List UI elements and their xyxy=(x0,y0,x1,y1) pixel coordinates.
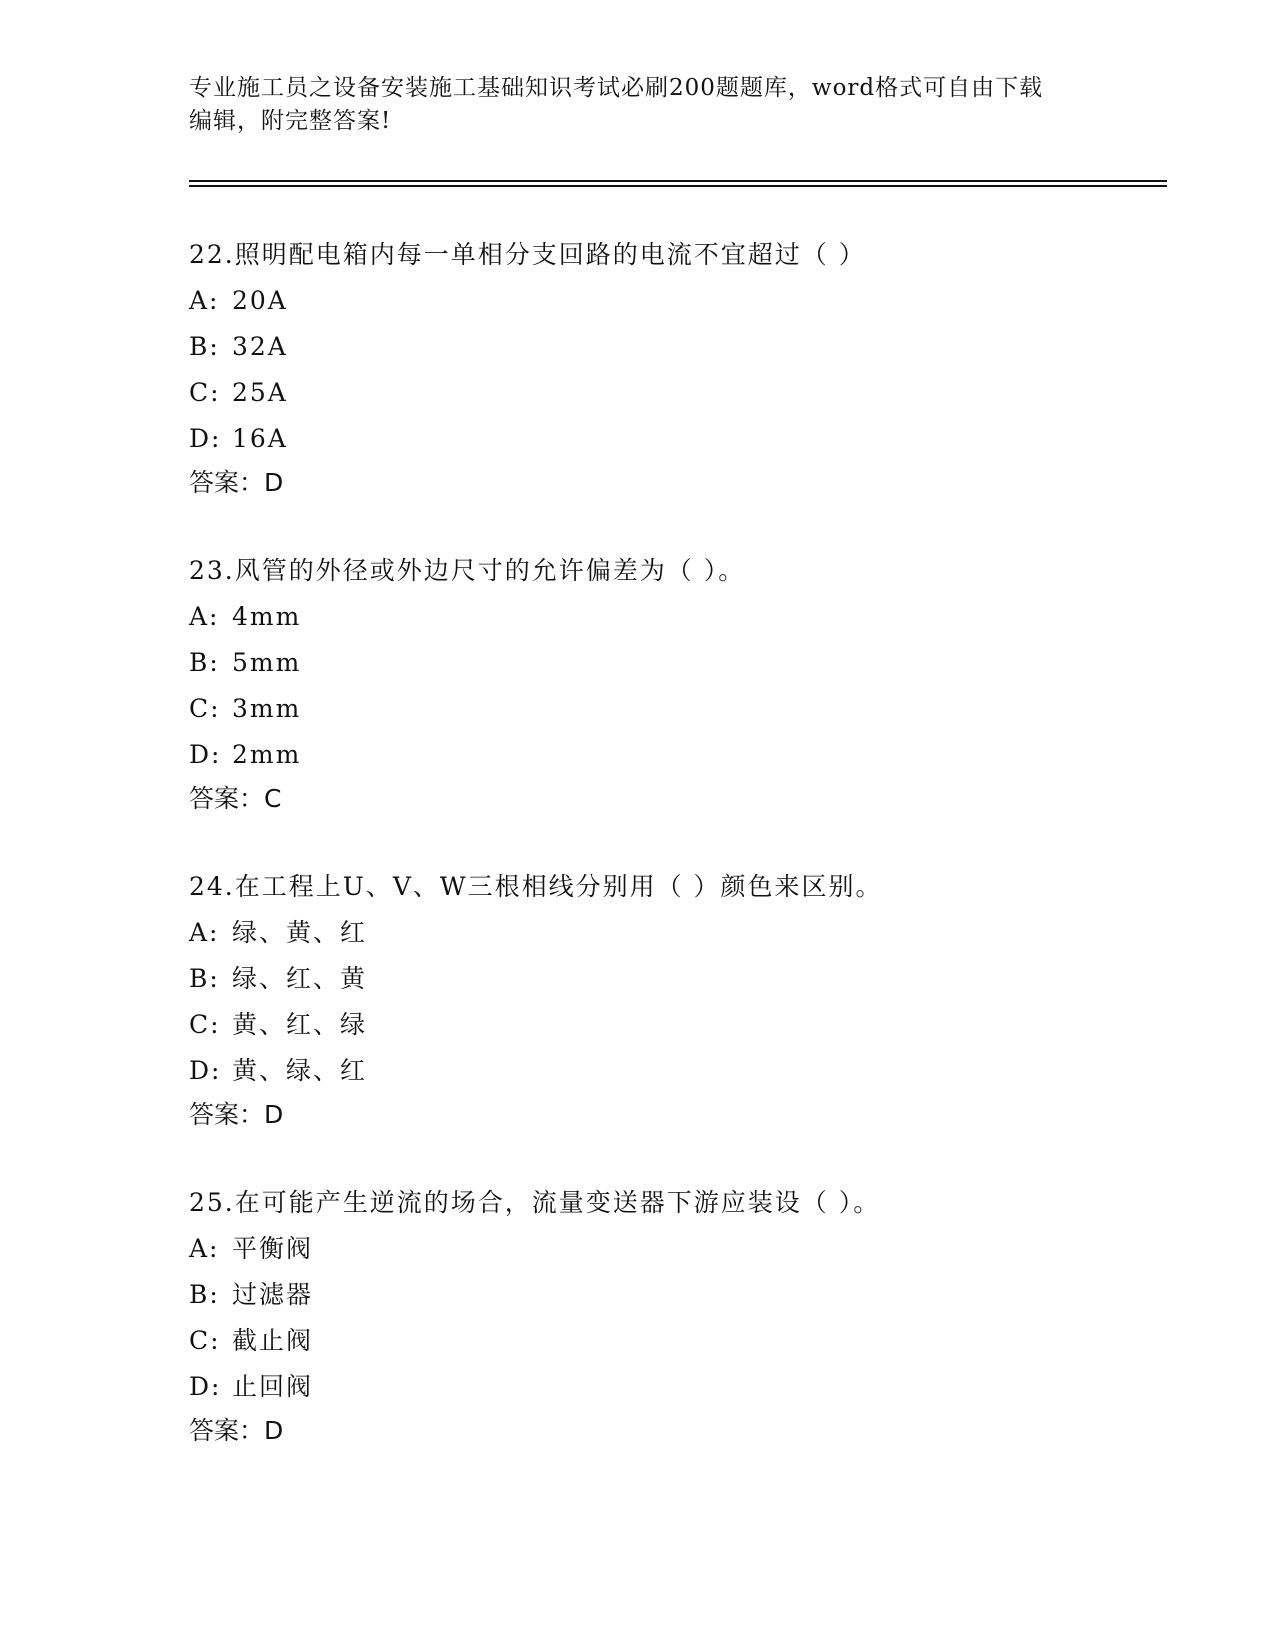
option-letter: D: xyxy=(189,1056,222,1085)
option-text: 绿、黄、红 xyxy=(232,918,368,947)
option-letter: C: xyxy=(189,378,221,407)
option-text: 20A xyxy=(232,286,288,315)
option-b xyxy=(189,1280,1189,1310)
header-line-1: 专业施工员之设备安装施工基础知识考试必刷200题题库，word格式可自由下载 xyxy=(189,75,1044,101)
option-a xyxy=(189,918,1189,948)
option-b xyxy=(189,964,1189,994)
option-text: 4mm xyxy=(232,602,302,631)
option-text: 黄、红、绿 xyxy=(232,1010,368,1039)
option-text: 5mm xyxy=(232,648,302,677)
answer-line: 答案：D xyxy=(189,1416,284,1445)
option-a xyxy=(189,286,1189,316)
question-block xyxy=(189,240,1189,498)
option-text: 32A xyxy=(232,332,288,361)
option-text: 3mm xyxy=(232,694,302,723)
option-b xyxy=(189,332,1189,362)
option-text: 25A xyxy=(232,378,288,407)
option-letter: D: xyxy=(189,740,222,769)
option-c xyxy=(189,1010,1189,1040)
answer-line: 答案：C xyxy=(189,784,282,813)
option-b xyxy=(189,648,1189,678)
option-d xyxy=(189,1056,1189,1086)
question-block xyxy=(189,556,1189,814)
option-c xyxy=(189,694,1189,724)
question-stem: 22.照明配电箱内每一单相分支回路的电流不宜超过（ ） xyxy=(189,240,866,269)
option-a xyxy=(189,1234,1189,1264)
option-letter: B: xyxy=(189,648,220,677)
option-letter: B: xyxy=(189,1280,220,1309)
option-letter: A: xyxy=(189,286,220,315)
question-block xyxy=(189,872,1189,1130)
header-divider-bottom xyxy=(189,185,1167,187)
header-divider-top xyxy=(189,180,1167,182)
option-letter: B: xyxy=(189,964,220,993)
answer-line: 答案：D xyxy=(189,1100,284,1129)
answer-line: 答案：D xyxy=(189,468,284,497)
option-a xyxy=(189,602,1189,632)
option-text: 黄、绿、红 xyxy=(232,1056,368,1085)
option-text: 过滤器 xyxy=(232,1280,314,1309)
option-text: 16A xyxy=(232,424,288,453)
option-text: 截止阀 xyxy=(232,1326,314,1355)
option-letter: A: xyxy=(189,602,220,631)
document-header xyxy=(189,72,1089,138)
option-c xyxy=(189,378,1189,408)
option-letter: A: xyxy=(189,1234,220,1263)
option-letter: A: xyxy=(189,918,220,947)
option-text: 平衡阀 xyxy=(232,1234,314,1263)
question-block xyxy=(189,1188,1189,1446)
header-line-2: 编辑，附完整答案! xyxy=(189,108,392,134)
question-stem: 23.风管的外径或外边尺寸的允许偏差为（ ）。 xyxy=(189,556,746,585)
option-d xyxy=(189,1372,1189,1402)
option-text: 绿、红、黄 xyxy=(232,964,368,993)
option-text: 止回阀 xyxy=(232,1372,314,1401)
option-d xyxy=(189,424,1189,454)
option-d xyxy=(189,740,1189,770)
option-letter: C: xyxy=(189,694,221,723)
option-letter: B: xyxy=(189,332,220,361)
option-c xyxy=(189,1326,1189,1356)
option-letter: D: xyxy=(189,1372,222,1401)
option-text: 2mm xyxy=(232,740,302,769)
question-stem: 24.在工程上U、V、W三根相线分别用（ ）颜色来区别。 xyxy=(189,872,883,901)
question-stem: 25.在可能产生逆流的场合，流量变送器下游应装设（ ）。 xyxy=(189,1188,881,1217)
option-letter: D: xyxy=(189,424,222,453)
option-letter: C: xyxy=(189,1010,221,1039)
option-letter: C: xyxy=(189,1326,221,1355)
